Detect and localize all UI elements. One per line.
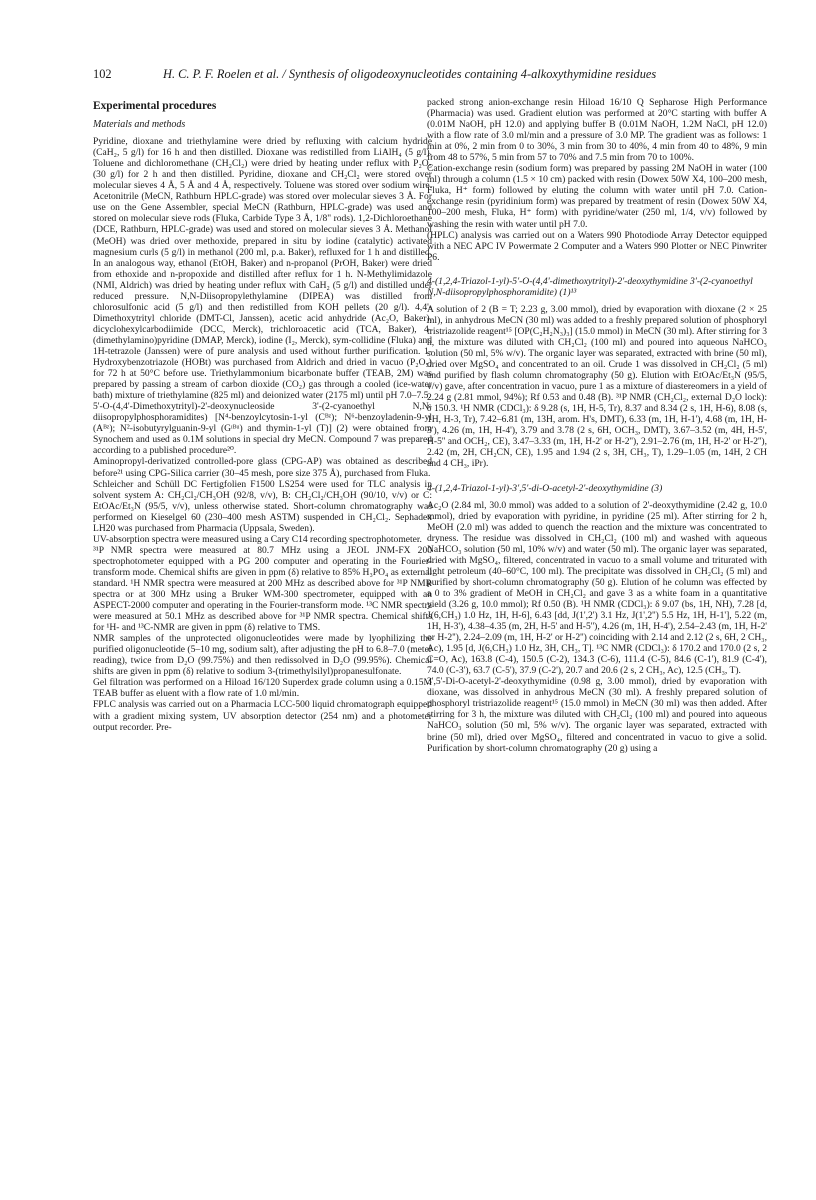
compound-3-procedure-b: 3',5'-Di-O-acetyl-2'-deoxythymidine (0.98 g, 3.00 mmol), dried by evaporation with dioxane, was dissolved in anhydrous MeCN (30 ml). A freshly prepared solution of phosphoryl tristriazolide reagent¹⁵ (15.0 mmol) in MeCN (30 ml) was then added. After stirring for 3 h, the mixture was diluted with CH₂Cl₂ (100 ml) and poured into aqueous NaHCO₃ solution (50 ml, 5% w/v). The organic layer was separated, extracted with brine (50 ml), dried over MgSO₄, filtered and concentrated in vacuo to give a solid. Purification by short-column chromatography (20 g) using a bbox=[427, 676, 767, 754]
paragraph-cation-exchange: Cation-exchange resin (sodium form) was prepared by passing 2M NaOH in water (100 ml) through a column (1.5 × 10 cm) packed with resin (Dowex 50W X4, 100–200 mesh, Fluka, H⁺ form) followed by eluting the column with water until pH 7.0. Cation-exchange resin (pyridinium form) was prepared by treatment of resin (Dowex 50W X4, 100–200 mesh, Fluka, H⁺ form) with pyridine/water (250 ml, 1/4, v/v) followed by washing the resin with water until pH 7.0. bbox=[427, 163, 767, 230]
page-number: 102 bbox=[93, 67, 112, 81]
paragraph-hplc: (HPLC) analysis was carried out on a Waters 990 Photodiode Array Detector equipped with a NEC APC IV Powermate 2 Computer and a Waters 990 Plotter or NEC Pinwriter P6. bbox=[427, 229, 767, 263]
page-header bbox=[93, 67, 776, 85]
paragraph-tlc: Schleicher and Schüll DC Fertigfolien F1500 LS254 were used for TLC analysis in solvent system A: CH₂Cl₂/CH₃OH (92/8, v/v), B: CH₂Cl₂/CH₃OH (90/10, v/v) or C: EtOAc/Et₃N (95/5, v/v), unless otherwise stated. Short-column chromatography was performed on Kieselgel 60 (230–400 mesh ASTM) suspended in CH₂Cl₂. Sephadex LH20 was purchased from Pharmacia (Uppsala, Sweden). bbox=[93, 478, 432, 534]
paragraph-solvents: Pyridine, dioxane and triethylamine were dried by refluxing with calcium hydride (CaH₂, 5 g/l) for 16 h and then distilled. Dioxane was redistilled from LiAlH₄ (5 g/l). Toluene and dichloromethane (CH₂Cl₂) were dried by heating under reflux with P₂O₅ (30 g/l) for 2 h and then distilled. Pyridine, dioxane and CH₂Cl₂ were stored over molecular sieves 4 Å, 5 Å and 4 Å, respectively. Toluene was stored over sodium wire. Acetonitrile (MeCN, Rathburn HPLC-grade) was stored over molecular sieves 3 Å. For use on the Gene Assembler, special MeCN (Rathburn, HPLC-grade) was used and stored on molecular sieve rods (Fluka, Carbide Type 3 Å, 1/8" rods). 1,2-Dichloroethane (DCE, Rathburn, HPLC-grade) was used and stored on molecular sieves 3 Å. Methanol (MeOH) was dried over methoxide, prepared in situ by iodine (catalytic) activated magnesium curls (5 g/l) in methanol (200 ml, p.a. Baker), refluxed for 1 h and distilled. In an analogous way, ethanol (EtOH, Baker) and n-propanol (PrOH, Baker) were dried from ethoxide and n-propoxide and distilled after reflux for 1 h. N-Methylimidazole (NMI, Aldrich) was dried by heating under reflux with CaH₂ (5 g/l) and distilled under reduced pressure. N,N-Diisopropylethylamine (DIPEA) was distilled from chlorosulfonic acid (5 g/l) and then redistilled from KOH pellets (20 g/l). 4,4'-Dimethoxytrityl chloride (DMT-Cl, Janssen), acetic acid anhydride (Ac₂O, Baker), dicyclohexylcarbodiimide (DCC, Merck), trichloroacetic acid (TCA, Baker), 4-(dimethylamino)pyridine (DMAP, Merck), iodine (I₂, Merck), sym-collidine (Fluka) and 1H-tetrazole (Janssen) were of pure analysis and used without further purification. 1-Hydroxybenzotriazole (HOBt) was purchased from Aldrich and dried in vacuo (P₂O₅) for 72 h at 50°C before use. Triethylammonium bicarbonate buffer (TEAB, 2M) was prepared by passing a stream of carbon dioxide (CO₂) gas through a cooled (ice-water bath) mixture of triethylamine (825 ml) and deionized water (2175 ml) until pH 7.0–7.5. bbox=[93, 136, 432, 402]
paragraph-gel-filtration: Gel filtration was performed on a Hiload 16/120 Superdex grade column using a 0.15M TEAB buffer as eluent with a flow rate of 1.0 ml/min. bbox=[93, 677, 432, 700]
compound-3-heading: 4-(1,2,4-Triazol-1-yl)-3',5'-di-O-acetyl-2'-deoxythymidine (3) bbox=[427, 482, 663, 494]
paragraph-nmr: ³¹P NMR spectra were measured at 80.7 MHz using a JEOL JNM-FX 200 spectrophotometer equipped with a PG 200 computer and operating in the Fourier-transform mode. Chemical shifts are given in ppm (δ) relative to 85% H₃PO₄ as external standard. ¹H NMR spectra were measured at 200 MHz as described above for ³¹P NMR spectra or at 300 MHz using a Bruker WM-300 spectrometer, equipped with an ASPECT-2000 computer and operating in the Fourier-transform mode. ¹³C NMR spectra were measured at 50.1 MHz as described above for ³¹P NMR spectra. Chemical shifts for ¹H- and ¹³C-NMR are given in ppm (δ) relative to TMS. bbox=[93, 544, 432, 634]
running-title: H. C. P. F. Roelen et al. / Synthesis of oligodeoxynucleotides containing 4-alkoxythymidine residues bbox=[163, 67, 657, 81]
subsection-title: Materials and methods bbox=[93, 119, 186, 131]
left-column bbox=[93, 97, 432, 733]
compound-1-heading: 4-(1,2,4-Triazol-1-yl)-5'-O-(4,4'-dimethoxytrityl)-2'-deoxythymidine 3'-(2-cyanoethyl N,N-diisopropylphosphoramidite) (1)¹³ bbox=[427, 275, 753, 298]
compound-1-procedure: A solution of 2 (B = T; 2.23 g, 3.00 mmol), dried by evaporation with dioxane (2 × 25 ml), in anhydrous MeCN (30 ml) was added to a freshly prepared solution of phosphoryl tristriazolide reagent¹⁵ [OP(C₂H₂N₃)₃] (15.0 mmol) in MeCN (30 ml). After stirring for 3 h, the mixture was diluted with CH₂Cl₂ (100 ml) and poured into aqueous NaHCO₃ solution (50 ml, 5% w/v). The organic layer was separated, extracted with brine (50 ml), dried over MgSO₄ and concentrated to an oil. Crude 1 was dissolved in CH₂Cl₂ (5 ml) and purified by flash column chromatography (50 g). Elution with EtOAc/Et₃N (95/5, v/v) gave, after concentration in vacuo, pure 1 as a mixture of diastereomers in a yield of 2.24 g (2.81 mmol, 94%); Rf 0.53 and 0.48 (B). ³¹P NMR (CH₂Cl₂, external D₂O lock): δ 150.3. ¹H NMR (CDCl₃): δ 9.28 (s, 1H, H-5, Tr), 8.37 and 8.34 (2 s, 1H, H-6), 8.08 (s, 1H, H-3, Tr), 7.42–6.81 (m, 13H, arom. H's, DMT), 6.33 (m, 1H, H-1'), 4.68 (m, 1H, H-3'), 4.26 (m, 1H, H-4'), 3.79 and 3.78 (2 s, 6H, OCH₃, DMT), 3.67–3.52 (m, 4H, H-5', H-5'' and OCH₂, CE), 3.47–3.33 (m, 1H, H-2' or H-2''), 2.91–2.76 (m, 1H, H-2' or H-2''), 2.42 (m, 2H, CH₂CN, CE), 1.95 and 1.94 (2 s, 3H, CH₃, T), 1.29–1.05 (m, 14H, 2 CH and 4 CH₃, iPr). bbox=[427, 303, 767, 470]
paragraph-fplc-continued: packed strong anion-exchange resin Hiload 16/10 Q Sepharose High Performance (Pharmacia) was used. Gradient elution was performed at 20°C starting with buffer A (0.01M NaOH, pH 12.0) and applying buffer B (0.01M NaOH, 1.2M NaCl, pH 12.0) with a flow rate of 3.0 ml/min and a pressure of 3.0 MP. The gradient was as follows: 1 min at 0%, 2 min from 0 to 30%, 3 min from 30 to 40%, 4 min from 40 to 48%, 9 min from 48 to 57%, 5 min from 57 to 70% and 7.5 min from 70 to 100%. bbox=[427, 97, 767, 164]
paragraph-cpg: Aminopropyl-derivatized controlled-pore glass (CPG-AP) was obtained as described before²¹ using CPG-Silica carrier (30–45 mesh, pore size 375 Å), purchased from Fluka. bbox=[93, 456, 432, 479]
paragraph-uv: UV-absorption spectra were measured using a Cary C14 recording spectrophotometer. bbox=[93, 533, 422, 545]
paragraph-nmr-samples: NMR samples of the unprotected oligonucleotides were made by lyophilizing the purified oligonucleotide (5–10 mg, sodium salt), after adjusting the pH to 6.8–7.0 (meter reading), twice from D₂O (99.75%) and then redissolved in D₂O (99.95%). Chemical shifts are given in ppm (δ) relative to sodium 3-(trimethylsilyl)propanesulfonate. bbox=[93, 633, 432, 678]
compound-3-procedure-a: Ac₂O (2.84 ml, 30.0 mmol) was added to a solution of 2'-deoxythymidine (2.42 g, 10.0 mmol), dried by evaporation with pyridine, in pyridine (25 ml). After stirring for 2 h, MeOH (2.0 ml) was added to quench the reaction and the mixture was concentrated to dryness. The residue was dissolved in CH₂Cl₂ (100 ml) and washed with aqueous NaHCO₃ solution (50 ml, 10% w/v) and water (50 ml). The organic layer was separated, dried with MgSO₄, filtered, concentrated in vacuo to a small volume and triturated with light petroleum (40–60°C, 100 ml). The precipitate was dissolved in CH₂Cl₂ (5 ml) and purified by short-column chromatography (50 g). Elution of he column was effected by a 0 to 3% gradient of MeOH in CH₂Cl₂ and gave 3 as a white foam in a quantitative yield (3.26 g, 10.0 mmol); Rf 0.50 (B). ¹H NMR (CDCl₃): δ 9.07 (bs, 1H, NH), 7.28 [d, J(6,CH₃) 1.0 Hz, 1H, H-6], 6.43 [dd, J(1',2') 3.1 Hz, J(1',2'') 5.5 Hz, 1H, H-1'], 5.22 (m, 1H, H-3'), 4.38–4.35 (m, 2H, H-5' and H-5''), 4.26 (m, 1H, H-4'), 2.54–2.43 (m, 1H, H-2' or H-2''), 2.24–2.09 (m, 1H, H-2' or H-2'') coinciding with 2.14 and 2.12 (2 s, 6H, 2 CH₃, Ac), 1.95 [d, J(6,CH₃) 1.0 Hz, 3H, CH₃, T]. ¹³C NMR (CDCl₃): δ 170.2 and 170.0 (2 s, 2 C=O, Ac), 163.8 (C-4), 150.5 (C-2), 134.3 (C-6), 111.4 (C-5), 84.6 (C-1'), 81.9 (C-4'), 74.0 (C-3'), 63.7 (C-5'), 37.9 (C-2'), 20.7 and 20.6 (2 s, 2 CH₃, Ac), 12.5 (CH₃, T). bbox=[427, 499, 767, 677]
paragraph-phosphoramidites: 5'-O-(4,4'-Dimethoxytrityl)-2'-deoxynucleoside 3'-(2-cyanoethyl N,N-diisopropylphosphoramidites) [N⁴-benzoylcytosin-1-yl (Cᴮᶻ); N⁶-benzoyladenin-9-yl (Aᴮᶻ); N²-isobutyrylguanin-9-yl (Gᶦᴮᵘ) and thymin-1-yl (T)] (2) were obtained from Synochem and used as 0.1M solutions in special dry MeCN. Compound 7 was prepared according to a published procedure²⁰. bbox=[93, 401, 432, 457]
right-column bbox=[427, 97, 767, 754]
paragraph-fplc: FPLC analysis was carried out on a Pharmacia LCC-500 liquid chromatograph equipped with a gradient mixing system, UV absorption detector (254 nm) and a photometer output recorder. Pre- bbox=[93, 699, 432, 733]
section-title: Experimental procedures bbox=[93, 100, 217, 112]
